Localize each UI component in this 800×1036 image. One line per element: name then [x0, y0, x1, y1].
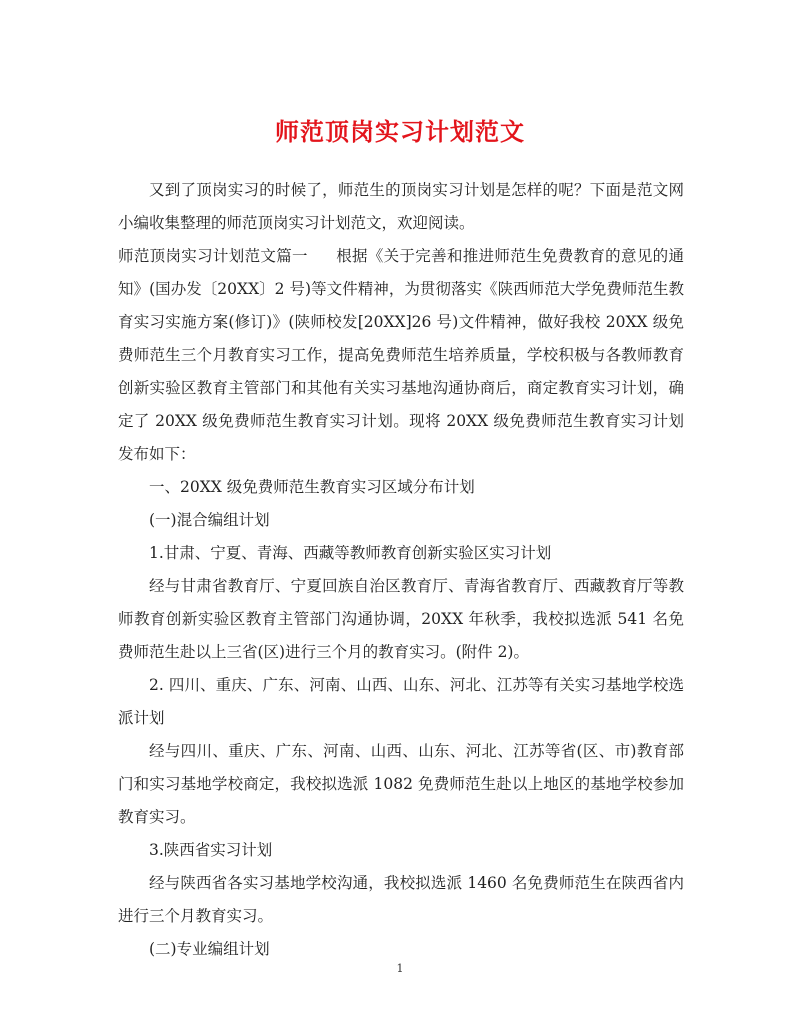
subheading-major-group: (二)专业编组计划: [149, 940, 270, 958]
item-2-text: 经与四川、重庆、广东、河南、山西、山东、河北、江苏等省(区、市)教育部门和实习基地学校商定，我校拟选派 1082 免费师范生赴以上地区的基地学校参加教育实习。: [118, 742, 684, 826]
subheading-mixed-group: (一)混合编组计划: [149, 511, 270, 529]
item-3-text: 经与陕西省各实习基地学校沟通，我校拟选派 1460 名免费师范生在陕西省内进行三个月教育实习。: [118, 874, 684, 925]
page-number: 1: [396, 962, 404, 975]
document-body: [118, 174, 684, 966]
item-3-title: 3.陕西省实习计划: [149, 841, 273, 859]
section-text: 根据《关于完善和推进师范生免费教育的意见的通知》(国办发〔20XX〕2 号)等文件精神，为贯彻落实《陕西师范大学免费师范生教育实习实施方案(修订)》(陕师校发[20XX]26 号)文件精神，做好我校 20XX 级免费师范生三个月教育实习工作，提高免费师范生培养质量，学校积极与各教师教育创新实验区教育主管部门和其他有关实习基地沟通协商后，商定教育实习计划，确定了 20XX 级免费师范生教育实习计划。现将 20XX 级免费师范生教育实习计划发布如下：: [118, 247, 684, 463]
document-title: 师范顶岗实习计划范文: [275, 117, 525, 146]
item-2-title: 2. 四川、重庆、广东、河南、山西、山东、河北、江苏等有关实习基地学校选派计划: [118, 676, 684, 727]
section-label: 师范顶岗实习计划范文篇一: [118, 247, 308, 265]
intro-paragraph: 又到了顶岗实习的时候了，师范生的顶岗实习计划是怎样的呢？下面是范文网小编收集整理的师范顶岗实习计划范文，欢迎阅读。: [118, 181, 684, 232]
item-1-text: 经与甘肃省教育厅、宁夏回族自治区教育厅、青海省教育厅、西藏教育厅等教师教育创新实验区教育主管部门沟通协调，20XX 年秋季，我校拟选派 541 名免费师范生赴以上三省(区)进行三个月的教育实习。(附件 2)。: [118, 577, 684, 661]
heading-distribution-plan: 一、20XX 级免费师范生教育实习区域分布计划: [149, 478, 475, 496]
section-paragraph: [118, 240, 684, 471]
item-1-title: 1.甘肃、宁夏、青海、西藏等教师教育创新实验区实习计划: [149, 544, 552, 562]
